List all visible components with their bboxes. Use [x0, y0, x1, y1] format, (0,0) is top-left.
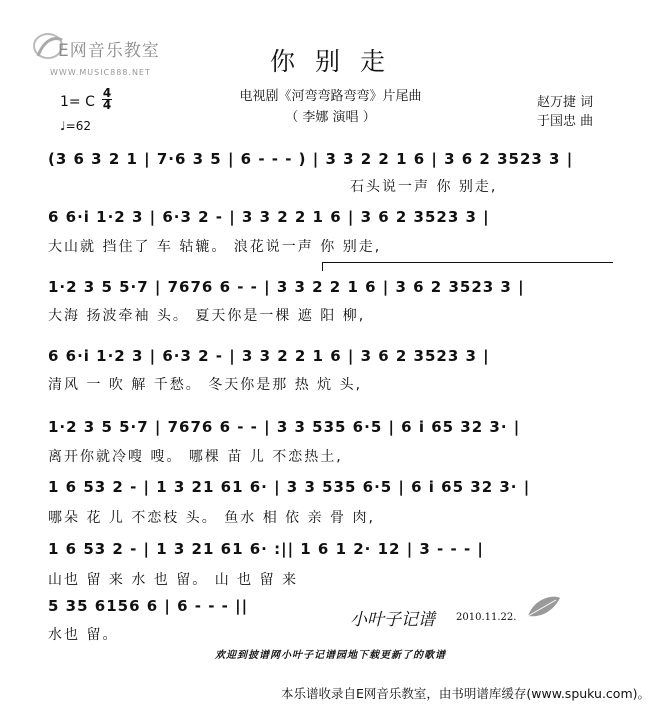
watermark-url: WWW.MUSIC888.NET [50, 68, 151, 77]
time-signature: 4 4 [102, 86, 112, 112]
score-line-4-lyrics: 清风 一 吹 解 千愁。 冬天你是那 热 炕 头, [48, 377, 363, 393]
welcome-note: 欢迎到披谱网小叶子记谱园地下载更新了的歌谱 [215, 650, 446, 661]
composer-credit: 于国忠 曲 [537, 114, 594, 129]
score-line-2-lyrics: 大山就 挡住了 车 轱辘。 浪花说一声 你 别走, [48, 239, 382, 255]
singer: （ 李娜 演唱 ） [285, 110, 376, 125]
tempo-marking: ♩=62 [60, 119, 91, 133]
score-line-8-lyrics: 水也 留。 [48, 627, 119, 643]
score-line-7-notes: 1 6 53 2 - | 1 3 21 61 6· :|| 1 6 1 2· 12 | 3 - - - | [48, 540, 484, 558]
score-line-8-notes: 5 35 6156 6 | 6 - - - || [48, 597, 249, 615]
score-line-7-lyrics: 山也 留 来 水 也 留。 山 也 留 来 [48, 572, 299, 588]
song-title: 你 别 走 [270, 47, 391, 76]
score-line-1-lyrics: 石头说一声 你 别走, [350, 179, 498, 195]
quarter-note-icon: ♩ [60, 119, 66, 133]
leaf-icon [524, 592, 564, 626]
score-line-6-notes: 1 6 53 2 - | 1 3 21 61 6· | 3 3 535 6·5 | 6 i 65 32 3· | [48, 478, 531, 496]
source-note: 本乐谱收录自E网音乐教室，由书明谱库缓存(www.spuku.com)。 [281, 686, 650, 701]
score-line-3-lyrics: 大海 扬波牵袖 头。 夏天你是一棵 遮 阳 柳, [48, 308, 366, 324]
score-line-6-lyrics: 哪朵 花 儿 不恋枝 头。 鱼水 相 依 亲 骨 肉, [48, 510, 375, 526]
watermark-text: E网音乐教室 [58, 41, 160, 61]
lyricist-credit: 赵万捷 词 [537, 95, 594, 110]
score-line-4-notes: 6 6·i 1·2 3 | 6·3 2 - | 3 3 2 2 1 6 | 3 6 2 3523 3 | [48, 347, 490, 365]
score-line-5-notes: 1·2 3 5 5·7 | 7676 6 - - | 3 3 535 6·5 | 6 i 65 32 3· | [48, 418, 521, 436]
volta-bracket [322, 262, 613, 271]
score-line-2-notes: 6 6·i 1·2 3 | 6·3 2 - | 3 3 2 2 1 6 | 3 6 2 3523 3 | [48, 208, 490, 226]
transcriber-signature: 小叶子记谱 [350, 610, 435, 630]
key-signature: 1= C [60, 94, 95, 110]
song-subtitle: 电视剧《河弯弯路弯弯》片尾曲 [239, 89, 422, 104]
score-line-1-notes: (3 6 3 2 1 | 7·6 3 5 | 6 - - - ) | 3 3 2 2 1 6 | 3 6 2 3523 3 | [48, 150, 574, 168]
transcription-date: 2010.11.22. [456, 612, 517, 623]
score-line-3-notes: 1·2 3 5 5·7 | 7676 6 - - | 3 3 2 2 1 6 | 3 6 2 3523 3 | [48, 278, 525, 296]
score-line-5-lyrics: 离开你就冷嗖 嗖。 哪棵 苗 儿 不恋热土, [48, 449, 343, 465]
